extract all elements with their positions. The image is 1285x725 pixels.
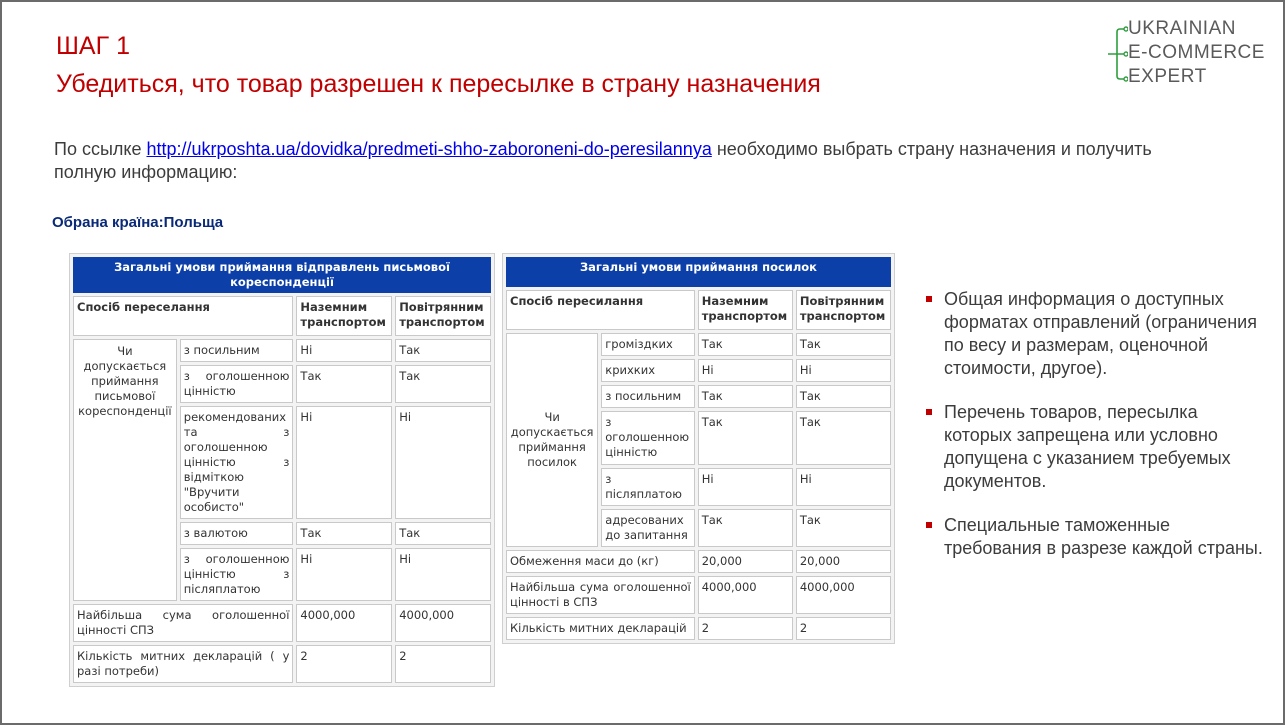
row-air: 4000,000 (796, 576, 891, 614)
row-air: Так (796, 333, 891, 356)
row-air: Так (395, 365, 491, 403)
row-label: з оголошенною цінністю з післяплатою (180, 548, 294, 601)
company-logo (1106, 18, 1266, 90)
row-label: громіздких (601, 333, 694, 356)
bullet-text: Перечень товаров, пересылка которых запрещена или условно допущена с указанием требуемых документов. (944, 402, 1231, 491)
row-ground: 4000,000 (698, 576, 793, 614)
row-air: 2 (395, 645, 491, 683)
row-air: Так (395, 339, 491, 362)
row-ground: Так (698, 509, 793, 547)
row-label: Найбільша сума оголошенної цінності СПЗ (73, 604, 293, 642)
slide-subtitle: Убедиться, что товар разрешен к пересылке в страну назначения (56, 70, 821, 98)
parcels-col-air: Повітрянним транспортом (796, 290, 891, 330)
row-air: Так (796, 385, 891, 408)
row-label: з валютою (180, 522, 294, 545)
row-ground: 2 (698, 617, 793, 640)
table-row (506, 333, 891, 356)
list-item (924, 401, 1264, 493)
row-ground: 2 (296, 645, 392, 683)
row-label: Найбільша сума оголошенної цінності в СПЗ (506, 576, 695, 614)
intro-before: По ссылке (54, 139, 147, 159)
row-air: Так (796, 509, 891, 547)
intro-text (54, 138, 1174, 184)
logo-line-1: UKRAINIAN (1128, 18, 1236, 39)
table-row (73, 604, 491, 642)
table-row (506, 617, 891, 640)
row-label: з післяплатою (601, 468, 694, 506)
row-air: Ні (395, 406, 491, 519)
bullet-text: Специальные таможенные требования в разрезе каждой страны. (944, 515, 1263, 558)
step-title: ШАГ 1 (56, 32, 130, 60)
row-ground: Так (698, 411, 793, 465)
row-air: Так (796, 411, 891, 465)
bracket-tree-icon (1106, 18, 1128, 90)
row-ground: Ні (296, 339, 392, 362)
row-air: 20,000 (796, 550, 891, 573)
row-ground: Так (698, 333, 793, 356)
square-bullet-icon (926, 296, 932, 302)
row-ground: Ні (296, 406, 392, 519)
row-air: 2 (796, 617, 891, 640)
ukrposhta-link[interactable]: http://ukrposhta.ua/dovidka/predmeti-shho-zaboroneni-do-peresilannya (146, 139, 712, 159)
row-label: Кількість митних декларацій ( у разі потреби) (73, 645, 293, 683)
row-label: з посильним (601, 385, 694, 408)
country-label: Обрана країна:Польща (52, 214, 224, 231)
list-item (924, 514, 1264, 560)
row-ground: Ні (296, 548, 392, 601)
row-label: з посильним (180, 339, 294, 362)
row-label: з оголошенною цінністю (180, 365, 294, 403)
row-label: адресованих до запитання (601, 509, 694, 547)
parcels-col-ground: Наземним транспортом (698, 290, 793, 330)
row-label: з оголошенною цінністю (601, 411, 694, 465)
square-bullet-icon (926, 522, 932, 528)
parcels-table-title: Загальні умови приймання посилок (506, 257, 891, 287)
letters-table-title: Загальні умови приймання відправлень письмової кореспонденції (73, 257, 491, 293)
table-row (506, 550, 891, 573)
row-ground: Ні (698, 359, 793, 382)
logo-line-2: E-COMMERCE (1128, 42, 1265, 63)
table-row (73, 645, 491, 683)
bullet-text: Общая информация о доступных форматах отправлений (ограничения по весу и размерам, оценочной стоимости, другое). (944, 289, 1257, 378)
info-bullet-list (924, 288, 1264, 581)
row-ground: 20,000 (698, 550, 793, 573)
intro-after: необходимо выбрать страну назначения и получить полную информацию: (54, 139, 1152, 182)
letters-conditions-table (69, 253, 495, 687)
letters-col-method: Спосіб переселання (73, 296, 293, 336)
letters-col-air: Повітрянним транспортом (395, 296, 491, 336)
table-row (506, 576, 891, 614)
row-ground: Так (698, 385, 793, 408)
row-air: Так (395, 522, 491, 545)
row-air: Ні (796, 359, 891, 382)
row-label: крихких (601, 359, 694, 382)
row-air: 4000,000 (395, 604, 491, 642)
parcels-col-method: Спосіб пересилання (506, 290, 695, 330)
row-ground: Так (296, 522, 392, 545)
row-label: Кількість митних декларацій (506, 617, 695, 640)
list-item (924, 288, 1264, 380)
row-label: Обмеження маси до (кг) (506, 550, 695, 573)
row-ground: Ні (698, 468, 793, 506)
table-row (73, 339, 491, 362)
row-ground: Так (296, 365, 392, 403)
letters-group-label: Чи допускається приймання письмової кореспонденції (73, 339, 177, 601)
row-label: рекомендованих та з оголошенною цінністю з відміткою "Вручити особисто" (180, 406, 294, 519)
letters-col-ground: Наземним транспортом (296, 296, 392, 336)
parcels-group-label: Чи допускається приймання посилок (506, 333, 598, 547)
logo-line-3: EXPERT (1128, 66, 1207, 87)
row-ground: 4000,000 (296, 604, 392, 642)
parcels-conditions-table (502, 253, 895, 644)
row-air: Ні (395, 548, 491, 601)
row-air: Ні (796, 468, 891, 506)
square-bullet-icon (926, 409, 932, 415)
